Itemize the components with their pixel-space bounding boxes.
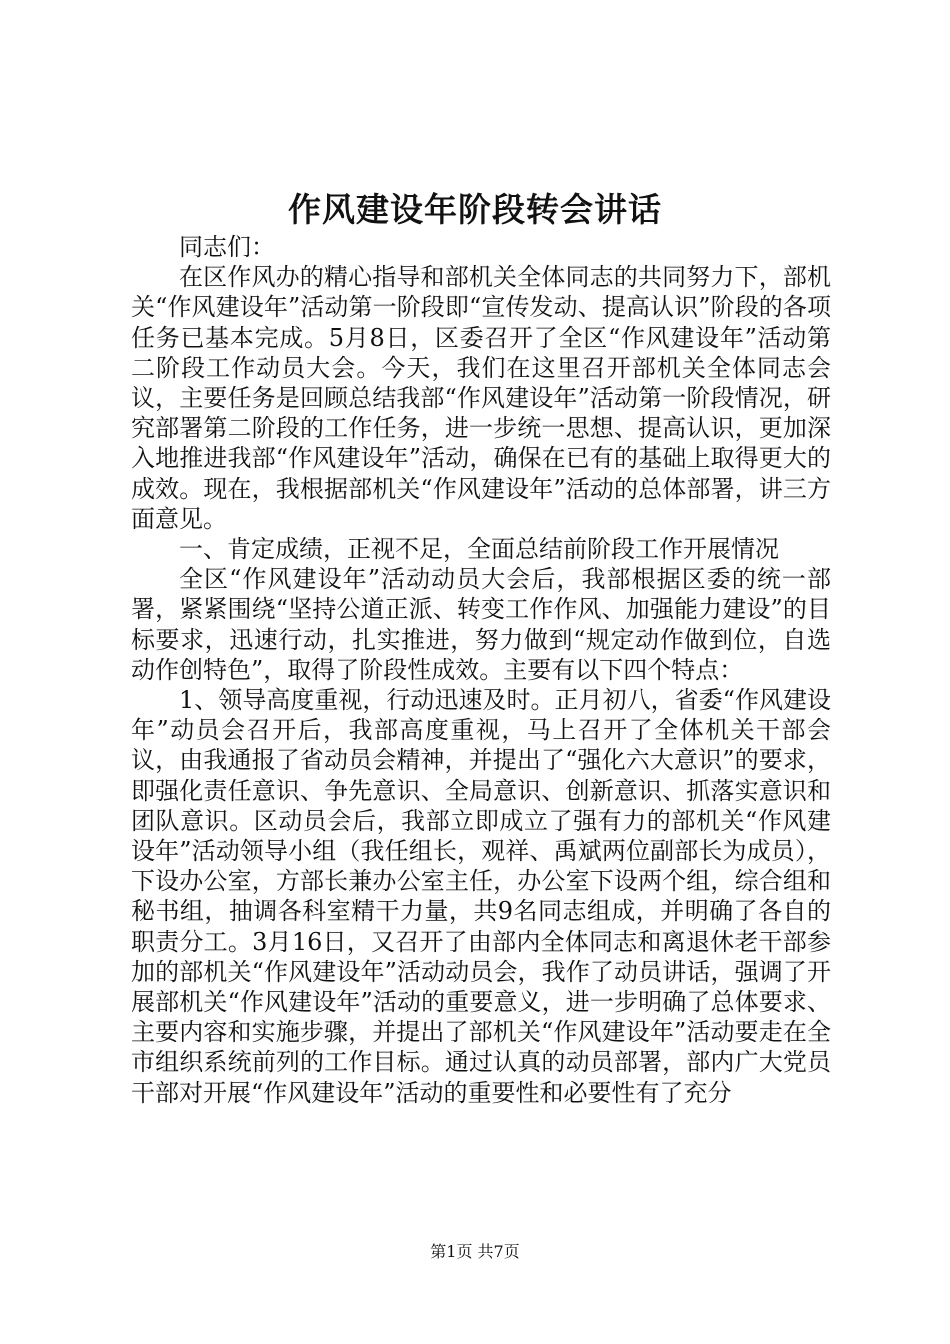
body-paragraph: 1、领导高度重视，行动迅速及时。正月初八，省委“作风建设年”动员会召开后，我部高度重视，马上召开了全体机关干部会议，由我通报了省动员会精神，并提出了“强化六大意识”的要求，即强化责任意识、争先意识、全局意识、创新意识、抓落实意识和团队意识。区动员会后，我部立即成立了强有力的部机关“作风建设年”活动领导小组（我任组长，观祥、禹斌两位副部长为成员），下设办公室，方部长兼办公室主任，办公室下设两个组，综合组和秘书组，抽调各科室精干力量，共9名同志组成，并明确了各自的职责分工。3月16日，又召开了由部内全体同志和离退休老干部参加的部机关“作风建设年”活动动员会，我作了动员讲话，强调了开展部机关“作风建设年”活动的重要意义，进一步明确了总体要求、主要内容和实施步骤，并提出了部机关“作风建设年”活动要走在全市组织系统前列的工作目标。通过认真的动员部署，部内广大党员干部对开展“作风建设年”活动的重要性和必要性有了充分 bbox=[131, 686, 831, 1107]
body-paragraph: 全区“作风建设年”活动动员大会后，我部根据区委的统一部署，紧紧围绕“坚持公道正派、转变工作作风、加强能力建设”的目标要求，迅速行动，扎实推进，努力做到“规定动作做到位，自选动作创特色”，取得了阶段性成效。主要有以下四个特点： bbox=[131, 565, 831, 684]
document-body bbox=[131, 232, 831, 1108]
intro-paragraph: 在区作风办的精心指导和部机关全体同志的共同努力下，部机关“作风建设年”活动第一阶段即“宣传发动、提高认识”阶段的各项任务已基本完成。5月8日，区委召开了全区“作风建设年”活动第二阶段工作动员大会。今天，我们在这里召开部机关全体同志会议，主要任务是回顾总结我部“作风建设年”活动第一阶段情况，研究部署第二阶段的工作任务，进一步统一思想、提高认识，更加深入地推进我部“作风建设年”活动，确保在已有的基础上取得更大的成效。现在，我根据部机关“作风建设年”活动的总体部署，讲三方面意见。 bbox=[131, 263, 831, 533]
document-title: 作风建设年阶段转会讲话 bbox=[288, 190, 662, 229]
section-heading: 一、肯定成绩，正视不足，全面总结前阶段工作开展情况 bbox=[179, 535, 779, 564]
page-number-footer: 第1页 共7页 bbox=[430, 1242, 520, 1261]
salutation-paragraph: 同志们： bbox=[179, 233, 275, 261]
